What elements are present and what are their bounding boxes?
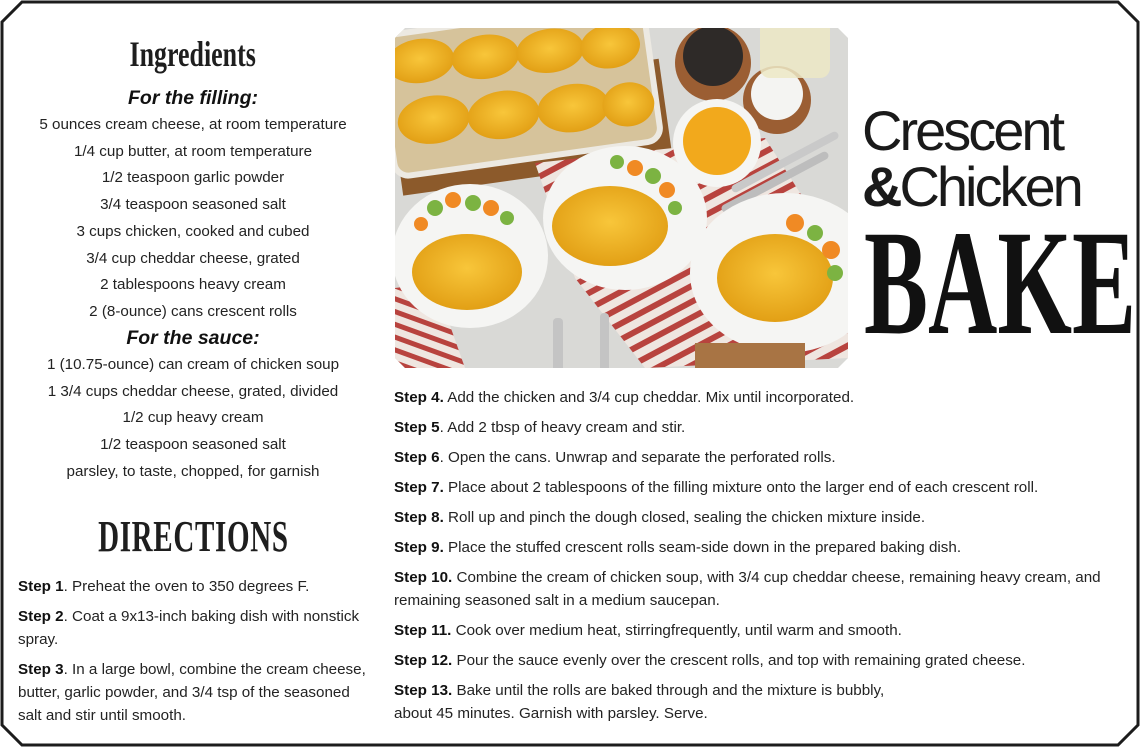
step-label: Step 3 [18, 661, 64, 678]
ingredient-item: 5 ounces cream cheese, at room temperature [39, 116, 347, 133]
recipe-title [858, 99, 1137, 366]
direction-step [394, 566, 1129, 612]
step-label: Step 5 [394, 419, 440, 436]
sauce-ingredient-list [18, 352, 368, 486]
directions-steps-left [18, 575, 368, 734]
ingredients-heading: Ingredients [129, 34, 257, 74]
ingredient-item: 1/2 teaspoon garlic powder [101, 169, 285, 187]
title-crescent: Crescent [862, 99, 1063, 162]
title-chicken: &Chicken [862, 155, 1081, 218]
direction-step: Step 6. Open the cans. Unwrap and separate the perforated rolls. [394, 449, 836, 466]
direction-step [394, 506, 1129, 529]
direction-step: Step 5. Add 2 tbsp of heavy cream and stir. [394, 419, 686, 436]
step-text: Place about 2 tablespoons of the filling mixture onto the larger end of each crescent roll. [443, 479, 1039, 496]
step-label: Step 7. [394, 479, 444, 496]
step-text: Roll up and pinch the dough closed, sealing the chicken mixture inside. [443, 509, 926, 526]
direction-step [394, 386, 1129, 409]
ingredient-item: 3/4 cup cheddar cheese, grated [86, 249, 300, 267]
ingredient-item: 1/2 teaspoon seasoned salt [100, 436, 286, 454]
directions-steps-right [394, 386, 1129, 732]
food-photo [395, 28, 848, 368]
step-text: Add 2 tbsp of heavy cream and stir. [443, 419, 686, 436]
ingredient-item: parsley, to taste, chopped, for garnish [66, 462, 320, 480]
direction-step [394, 649, 1129, 672]
sauce-subheading: For the sauce: [126, 327, 260, 349]
direction-step [394, 536, 1129, 559]
step-label: Step 1 [18, 578, 64, 595]
step-text: Bake until the rolls are baked through and the mixture is bubbly, [452, 682, 885, 699]
step-text: Combine the cream of chicken soup, with 3/4 cup cheddar cheese, remaining heavy cream, and remaining seasoned salt in a medium saucepan. [394, 569, 1101, 609]
direction-step: Step 1. Preheat the oven to 350 degrees F. [18, 578, 310, 595]
ingredient-item: 1/2 cup heavy cream [122, 409, 264, 427]
step-text: In a large bowl, combine the cream cheese, butter, garlic powder, and 3/4 tsp of the seasoned salt and stir until smooth. [18, 661, 366, 724]
ingredient-item: 3 cups chicken, cooked and cubed [76, 222, 310, 240]
ingredient-item: 1/4 cup butter, at room temperature [73, 142, 313, 160]
ingredient-item: 1 (10.75-ounce) can cream of chicken soup [46, 356, 340, 373]
direction-step [394, 679, 1129, 725]
step-label: Step 10. [394, 569, 453, 586]
step-label: Step 4. [394, 389, 444, 406]
step-label: Step 13. [394, 682, 453, 699]
ingredient-item: 3/4 teaspoon seasoned salt [100, 196, 286, 214]
step-label: Step 9. [394, 539, 444, 556]
direction-step: Step 3. In a large bowl, combine the cream cheese, butter, garlic powder, and 3/4 tsp of the seasoned salt and stir until smooth. [18, 661, 366, 724]
direction-step [394, 619, 1129, 642]
step-label: Step 2 [18, 608, 64, 625]
filling-subheading: For the filling: [128, 87, 258, 109]
step-text: Pour the sauce evenly over the crescent rolls, and top with remaining grated cheese. [452, 652, 1026, 669]
direction-step [394, 476, 1129, 499]
step-label: Step 6 [394, 449, 440, 466]
step-text-continued: about 45 minutes. Garnish with parsley. Serve. [394, 705, 708, 722]
step-text: Place the stuffed crescent rolls seam-side down in the prepared baking dish. [443, 539, 962, 556]
ingredient-item: 1 3/4 cups cheddar cheese, grated, divided [47, 382, 339, 400]
filling-ingredient-list [18, 112, 368, 326]
step-text: Cook over medium heat, stirringfrequently, until warm and smooth. [451, 622, 902, 639]
direction-step: Step 2. Coat a 9x13-inch baking dish with nonstick spray. [18, 608, 360, 648]
directions-heading: DIRECTIONS [97, 512, 289, 561]
step-text: Preheat the oven to 350 degrees F. [67, 578, 310, 595]
step-label: Step 12. [394, 652, 453, 669]
ingredient-item: 2 (8-ounce) cans crescent rolls [89, 302, 297, 320]
step-label: Step 11. [394, 622, 452, 639]
step-text: Coat a 9x13-inch baking dish with nonstick spray. [18, 608, 360, 648]
ingredient-item: 2 tablespoons heavy cream [100, 276, 286, 294]
step-label: Step 8. [394, 509, 444, 526]
step-text: Open the cans. Unwrap and separate the perforated rolls. [443, 449, 836, 466]
title-bake: BAKE [864, 200, 1137, 366]
title-ampersand: & [862, 155, 900, 218]
step-text: Add the chicken and 3/4 cup cheddar. Mix until incorporated. [443, 389, 855, 406]
